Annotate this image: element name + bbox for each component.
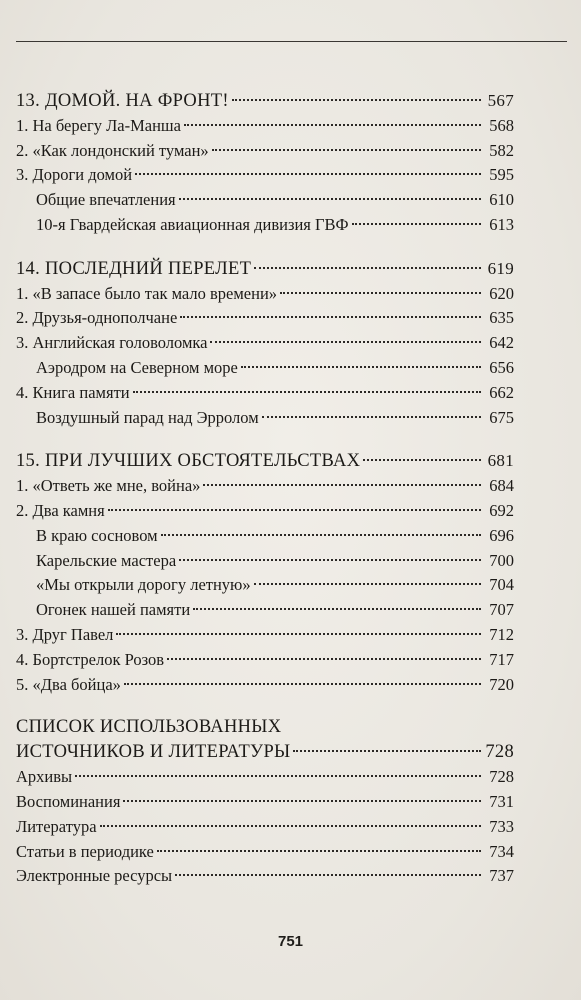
dot-leader	[212, 149, 481, 151]
dot-leader	[179, 559, 481, 561]
dot-leader	[241, 366, 481, 368]
toc-entry	[16, 163, 514, 188]
toc-subentry	[16, 356, 514, 381]
toc-chapter	[16, 449, 514, 474]
toc-page-number: 635	[489, 308, 514, 328]
toc-entry-title: 4. Книга памяти	[16, 382, 130, 402]
toc-entry	[16, 648, 514, 673]
toc-page-number: 620	[489, 283, 514, 303]
dot-leader	[124, 683, 481, 685]
dot-leader	[352, 223, 481, 225]
dot-leader	[184, 124, 481, 126]
toc-page-number: 610	[489, 190, 514, 210]
toc-entry-title: Аэродром на Северном море	[36, 357, 238, 377]
toc-entry-title: 10-я Гвардейская авиационная дивизия ГВФ	[36, 214, 349, 234]
toc-entry-title: Литература	[16, 816, 97, 836]
toc-entry	[16, 864, 514, 889]
toc-subentry	[16, 213, 514, 238]
dot-leader	[100, 825, 481, 827]
toc-chapter	[16, 89, 514, 114]
toc-subentry	[16, 549, 514, 574]
toc-page-number: 731	[489, 791, 514, 811]
toc-page-number: 681	[487, 451, 514, 471]
toc-entry-title: 3. Английская головоломка	[16, 333, 208, 353]
bibliography-heading-line2: ИСТОЧНИКОВ И ЛИТЕРАТУРЫ	[16, 742, 291, 763]
toc-page-number: 733	[489, 816, 514, 836]
toc-entry	[16, 114, 514, 139]
toc-page-number: 717	[489, 649, 514, 669]
toc-entry	[16, 282, 514, 307]
table-of-contents	[16, 89, 514, 889]
toc-entry-title: 2. Друзья-однополчане	[16, 308, 178, 328]
top-rule	[16, 41, 567, 42]
toc-entry	[16, 790, 514, 815]
toc-entry	[16, 840, 514, 865]
dot-leader	[116, 633, 481, 635]
toc-page-number: 728	[485, 742, 514, 763]
toc-page-number: 707	[489, 600, 514, 620]
toc-chapter-title: 14. ПОСЛЕДНИЙ ПЕРЕЛЕТ	[16, 258, 252, 279]
toc-page-number: 704	[489, 575, 514, 595]
dot-leader	[180, 316, 481, 318]
dot-leader	[167, 658, 481, 660]
dot-leader	[210, 341, 481, 343]
toc-chapter-title: 13. ДОМОЙ. НА ФРОНТ!	[16, 91, 229, 111]
toc-entry	[16, 815, 514, 840]
toc-entry-title: Воспоминания	[16, 791, 121, 811]
toc-entry-title: 1. «В запасе было так мало времени»	[16, 283, 278, 303]
toc-subentry	[16, 406, 514, 431]
toc-entry-title: Электронные ресурсы	[16, 866, 173, 886]
dot-leader	[135, 173, 481, 175]
toc-chapter	[16, 257, 514, 282]
dot-leader	[157, 850, 481, 852]
toc-subentry	[16, 598, 514, 623]
dot-leader	[123, 800, 481, 802]
dot-leader	[363, 459, 481, 461]
dot-leader	[108, 509, 481, 511]
dot-leader	[133, 391, 481, 393]
toc-page-number: 720	[489, 674, 514, 694]
page-number: 751	[277, 933, 304, 950]
toc-page-number: 700	[489, 550, 514, 570]
toc-page-number: 734	[489, 841, 514, 861]
dot-leader	[254, 583, 481, 585]
toc-page-number: 582	[489, 140, 514, 160]
toc-entry-title: Карельские мастера	[36, 550, 177, 570]
dot-leader	[262, 416, 481, 418]
toc-entry-title: В краю сосновом	[36, 525, 158, 545]
toc-entry	[16, 673, 514, 698]
dot-leader	[293, 750, 481, 752]
dot-leader	[75, 775, 481, 777]
toc-entry	[16, 306, 514, 331]
toc-entry-title: Архивы	[16, 767, 73, 787]
toc-chapter-title: 15. ПРИ ЛУЧШИХ ОБСТОЯТЕЛЬСТВАХ	[16, 451, 361, 472]
toc-entry-title: Огонек нашей памяти	[36, 600, 191, 620]
toc-entry-title: «Мы открыли дорогу летную»	[36, 575, 251, 595]
toc-entry	[16, 139, 514, 164]
toc-page-number: 675	[489, 407, 514, 427]
toc-entry-title: 3. Дороги домой	[16, 165, 133, 185]
dot-leader	[193, 608, 481, 610]
toc-page-number: 728	[489, 767, 514, 787]
toc-entry	[16, 474, 514, 499]
toc-page-number: 737	[489, 866, 514, 886]
toc-page-number: 567	[487, 91, 514, 110]
toc-entry-title: 4. Бортстрелок Розов	[16, 649, 165, 669]
dot-leader	[175, 874, 481, 876]
toc-entry	[16, 623, 514, 648]
toc-entry-title: 5. «Два бойца»	[16, 674, 121, 694]
dot-leader	[280, 292, 481, 294]
toc-entry-title: Статьи в периодике	[16, 841, 154, 861]
dot-leader	[203, 484, 481, 486]
toc-entry	[16, 765, 514, 790]
toc-entry	[16, 381, 514, 406]
toc-entry-title: 1. На берегу Ла-Манша	[16, 115, 181, 135]
toc-entry-title: Воздушный парад над Эрролом	[36, 407, 259, 427]
toc-page-number: 696	[489, 525, 514, 545]
dot-leader	[179, 198, 481, 200]
toc-page-number: 712	[489, 624, 514, 644]
toc-entry-title: 2. «Как лондонский туман»	[16, 140, 209, 160]
toc-entry	[16, 331, 514, 356]
bibliography-heading-line1: СПИСОК ИСПОЛЬЗОВАННЫХ	[16, 717, 282, 738]
toc-page-number: 642	[489, 333, 514, 353]
toc-subentry	[16, 573, 514, 598]
toc-subentry	[16, 524, 514, 549]
toc-page-number: 595	[489, 165, 514, 185]
toc-page-number: 656	[489, 357, 514, 377]
bibliography-heading	[16, 740, 514, 765]
toc-entry-title: 2. Два камня	[16, 500, 105, 520]
toc-page-number: 613	[489, 214, 514, 234]
dot-leader	[254, 267, 481, 269]
dot-leader	[232, 99, 481, 101]
toc-entry-title: Общие впечатления	[36, 190, 176, 210]
toc-page-number: 568	[489, 115, 514, 135]
toc-subentry	[16, 188, 514, 213]
toc-page-number: 692	[489, 500, 514, 520]
toc-page-number: 619	[487, 258, 514, 278]
toc-entry-title: 1. «Ответь же мне, война»	[16, 476, 201, 496]
toc-entry-title: 3. Друг Павел	[16, 624, 114, 644]
toc-entry	[16, 499, 514, 524]
toc-page-number: 684	[489, 476, 514, 496]
toc-page-number: 662	[489, 382, 514, 402]
dot-leader	[161, 534, 481, 536]
